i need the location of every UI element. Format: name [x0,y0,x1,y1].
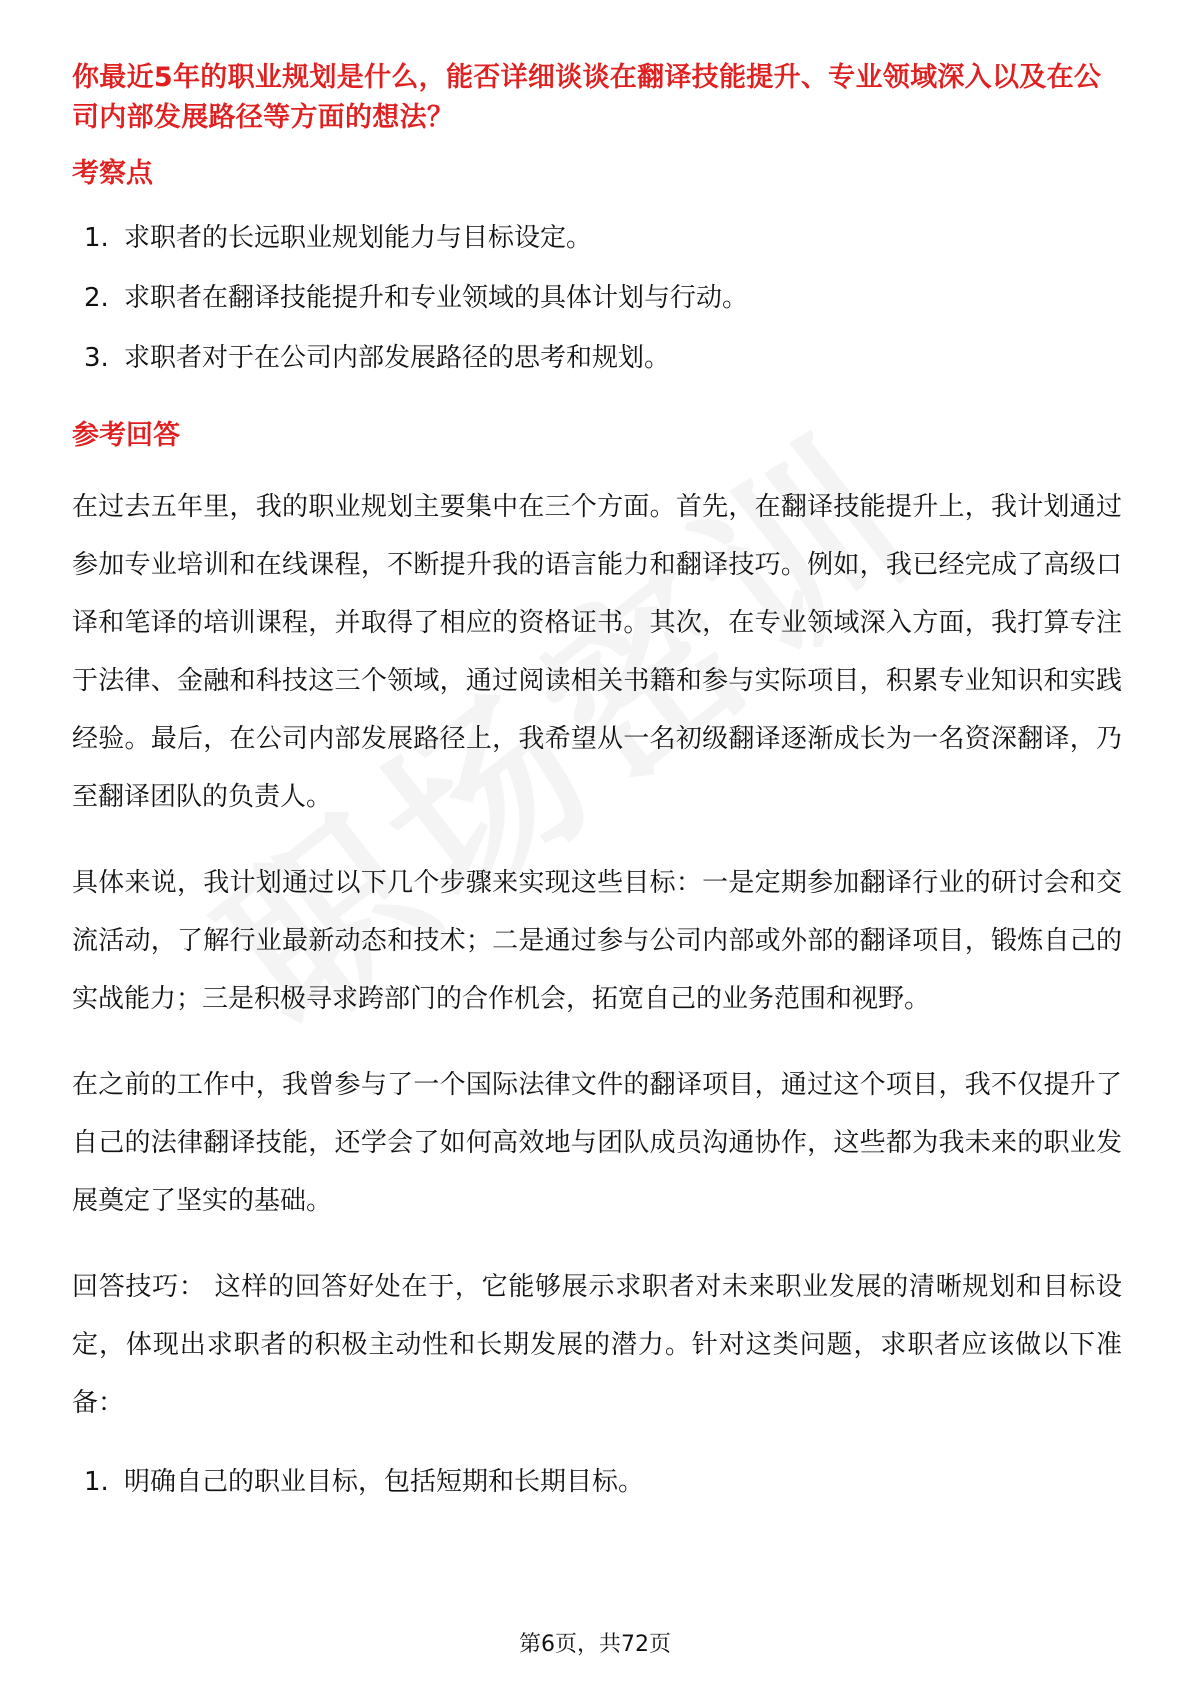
tips-list [72,1464,1122,1500]
list-text: 求职者在翻译技能提升和专业领域的具体计划与行动。 [124,283,749,313]
list-item [84,1464,1122,1500]
list-item [84,280,1122,316]
list-number: 3. [84,343,109,373]
list-item [84,340,1122,376]
points-heading: 考察点 [72,158,153,189]
question-title: 你最近5年的职业规划是什么，能否详细谈谈在翻译技能提升、专业领域深入以及在公司内部发展路径等方面的想法？ [72,62,1102,133]
list-text: 求职者的长远职业规划能力与目标设定。 [124,223,593,253]
list-number: 1. [84,223,109,253]
answer-paragraph: 具体来说，我计划通过以下几个步骤来实现这些目标：一是定期参加翻译行业的研讨会和交流活动，了解行业最新动态和技术；二是通过参与公司内部或外部的翻译项目，锻炼自己的实战能力；三是积极寻求跨部门的合作机会，拓宽自己的业务范围和视野。 [72,868,1122,1014]
points-list [72,220,1122,376]
answer-paragraph: 在过去五年里，我的职业规划主要集中在三个方面。首先，在翻译技能提升上，我计划通过参加专业培训和在线课程，不断提升我的语言能力和翻译技巧。例如，我已经完成了高级口译和笔译的培训课程，并取得了相应的资格证书。其次，在专业领域深入方面，我打算专注于法律、金融和科技这三个领域，通过阅读相关书籍和参与实际项目，积累专业知识和实践经验。最后，在公司内部发展路径上，我希望从一名初级翻译逐渐成长为一名资深翻译，乃至翻译团队的负责人。 [72,492,1122,812]
answer-paragraph: 在之前的工作中，我曾参与了一个国际法律文件的翻译项目，通过这个项目，我不仅提升了自己的法律翻译技能，还学会了如何高效地与团队成员沟通协作，这些都为我未来的职业发展奠定了坚实的基础。 [72,1070,1122,1216]
list-text: 明确自己的职业目标，包括短期和长期目标。 [124,1467,645,1497]
document-page [72,58,1122,1500]
list-number: 1. [84,1467,109,1497]
tips-paragraph: 回答技巧： 这样的回答好处在于，它能够展示求职者对未来职业发展的清晰规划和目标设定，体现出求职者的积极主动性和长期发展的潜力。针对这类问题，求职者应该做以下准备： [72,1272,1122,1418]
list-number: 2. [84,283,109,313]
answer-heading: 参考回答 [72,420,180,451]
list-text: 求职者对于在公司内部发展路径的思考和规划。 [124,343,671,373]
list-item [84,220,1122,256]
page-footer: 第6页，共72页 [519,1632,671,1657]
